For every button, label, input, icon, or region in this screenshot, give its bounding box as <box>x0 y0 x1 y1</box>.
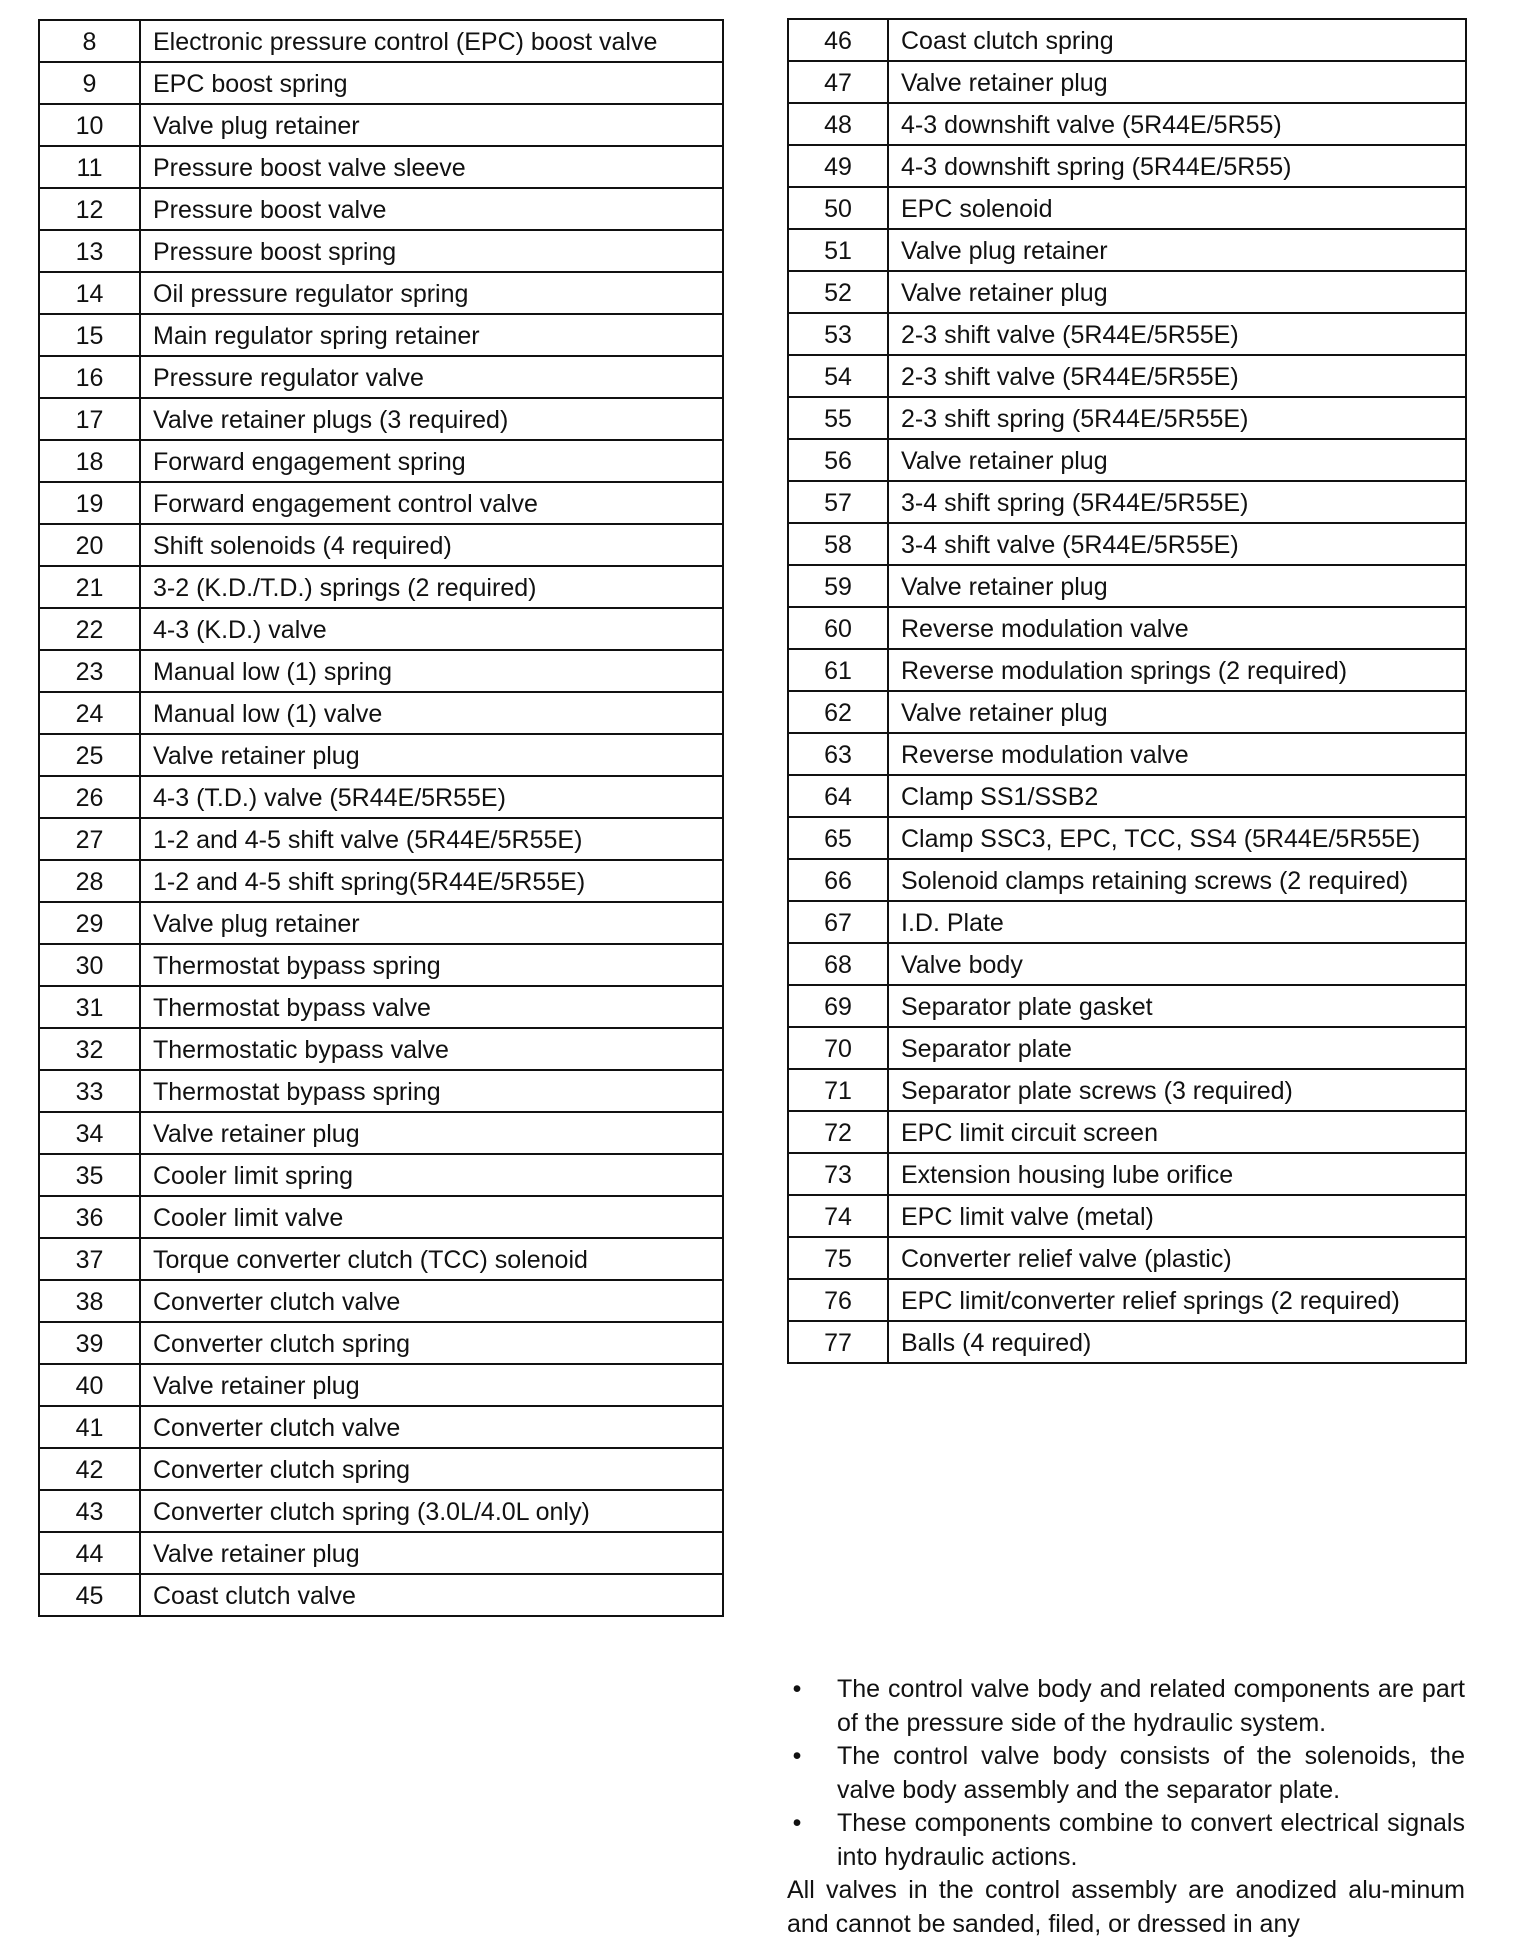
table-row <box>788 1321 1466 1363</box>
table-row <box>788 943 1466 985</box>
part-number: 39 <box>39 1322 140 1364</box>
part-number: 75 <box>788 1237 888 1279</box>
part-number: 31 <box>39 986 140 1028</box>
table-row <box>788 859 1466 901</box>
table-row <box>788 187 1466 229</box>
table-row <box>39 62 723 104</box>
table-row <box>788 145 1466 187</box>
bullet-icon: • <box>792 1809 802 1837</box>
part-description: Converter clutch valve <box>140 1406 723 1448</box>
part-number: 73 <box>788 1153 888 1195</box>
table-row <box>788 1027 1466 1069</box>
part-description: 3-4 shift spring (5R44E/5R55E) <box>888 481 1466 523</box>
table-row <box>39 944 723 986</box>
part-description: 3-4 shift valve (5R44E/5R55E) <box>888 523 1466 565</box>
part-number: 11 <box>39 146 140 188</box>
part-number: 44 <box>39 1532 140 1574</box>
part-description: Balls (4 required) <box>888 1321 1466 1363</box>
table-row <box>39 524 723 566</box>
part-number: 13 <box>39 230 140 272</box>
table-row <box>39 272 723 314</box>
bullet-icon: • <box>792 1675 802 1703</box>
part-description: Valve retainer plugs (3 required) <box>140 398 723 440</box>
part-number: 21 <box>39 566 140 608</box>
part-description: Valve plug retainer <box>140 902 723 944</box>
part-number: 10 <box>39 104 140 146</box>
table-row <box>788 1069 1466 1111</box>
table-row <box>39 440 723 482</box>
part-number: 63 <box>788 733 888 775</box>
table-row <box>788 61 1466 103</box>
table-row <box>788 1237 1466 1279</box>
part-number: 47 <box>788 61 888 103</box>
part-description: 1-2 and 4-5 shift spring(5R44E/5R55E) <box>140 860 723 902</box>
note-bullet-item <box>787 1673 1465 1740</box>
table-row <box>788 565 1466 607</box>
table-row <box>39 1028 723 1070</box>
table-row <box>39 734 723 776</box>
part-description: I.D. Plate <box>888 901 1466 943</box>
table-row <box>39 482 723 524</box>
part-number: 42 <box>39 1448 140 1490</box>
part-number: 36 <box>39 1196 140 1238</box>
table-row <box>788 229 1466 271</box>
part-description: Valve retainer plug <box>140 1364 723 1406</box>
part-description: Forward engagement control valve <box>140 482 723 524</box>
note-text: The control valve body and related components are part of the pressure side of the hydraulic system. <box>837 1675 1465 1737</box>
part-number: 61 <box>788 649 888 691</box>
part-number: 18 <box>39 440 140 482</box>
note-bullet-item <box>787 1807 1465 1874</box>
part-description: Converter relief valve (plastic) <box>888 1237 1466 1279</box>
part-description: Clamp SS1/SSB2 <box>888 775 1466 817</box>
part-description: Extension housing lube orifice <box>888 1153 1466 1195</box>
part-number: 54 <box>788 355 888 397</box>
table-row <box>39 1238 723 1280</box>
part-description: Separator plate gasket <box>888 985 1466 1027</box>
table-row <box>39 314 723 356</box>
part-description: Valve body <box>888 943 1466 985</box>
part-description: Thermostat bypass spring <box>140 1070 723 1112</box>
part-number: 58 <box>788 523 888 565</box>
table-row <box>39 650 723 692</box>
part-number: 68 <box>788 943 888 985</box>
part-description: Valve retainer plug <box>888 565 1466 607</box>
part-description: Separator plate <box>888 1027 1466 1069</box>
part-number: 51 <box>788 229 888 271</box>
table-row <box>39 608 723 650</box>
part-description: EPC limit/converter relief springs (2 required) <box>888 1279 1466 1321</box>
part-number: 37 <box>39 1238 140 1280</box>
part-number: 52 <box>788 271 888 313</box>
part-description: Converter clutch spring (3.0L/4.0L only) <box>140 1490 723 1532</box>
notes-paragraph: All valves in the control assembly are anodized alu-minum and cannot be sanded, filed, or dressed in any <box>787 1876 1465 1938</box>
part-number: 53 <box>788 313 888 355</box>
table-row <box>788 1195 1466 1237</box>
table-row <box>39 818 723 860</box>
part-description: 2-3 shift spring (5R44E/5R55E) <box>888 397 1466 439</box>
part-description: Pressure boost valve sleeve <box>140 146 723 188</box>
table-row <box>788 103 1466 145</box>
part-number: 77 <box>788 1321 888 1363</box>
part-number: 32 <box>39 1028 140 1070</box>
table-row <box>39 398 723 440</box>
table-row <box>788 649 1466 691</box>
part-description: Thermostat bypass spring <box>140 944 723 986</box>
part-description: EPC limit circuit screen <box>888 1111 1466 1153</box>
bullet-icon: • <box>792 1742 802 1770</box>
table-row <box>788 19 1466 61</box>
part-number: 41 <box>39 1406 140 1448</box>
part-description: Valve retainer plug <box>140 1532 723 1574</box>
part-description: Valve retainer plug <box>888 61 1466 103</box>
part-description: Manual low (1) spring <box>140 650 723 692</box>
part-number: 64 <box>788 775 888 817</box>
part-description: Pressure boost valve <box>140 188 723 230</box>
parts-table-left <box>38 19 724 1617</box>
note-text: The control valve body consists of the solenoids, the valve body assembly and the separator plate. <box>837 1742 1465 1804</box>
part-description: Cooler limit spring <box>140 1154 723 1196</box>
part-description: EPC boost spring <box>140 62 723 104</box>
part-number: 69 <box>788 985 888 1027</box>
part-number: 8 <box>39 20 140 62</box>
table-row <box>788 607 1466 649</box>
part-description: 2-3 shift valve (5R44E/5R55E) <box>888 355 1466 397</box>
table-row <box>788 985 1466 1027</box>
part-description: Manual low (1) valve <box>140 692 723 734</box>
table-row <box>788 439 1466 481</box>
part-description: Valve retainer plug <box>140 734 723 776</box>
table-row <box>39 776 723 818</box>
table-row <box>788 1153 1466 1195</box>
table-row <box>39 986 723 1028</box>
part-number: 26 <box>39 776 140 818</box>
part-description: Reverse modulation valve <box>888 733 1466 775</box>
part-description: Solenoid clamps retaining screws (2 required) <box>888 859 1466 901</box>
part-description: EPC limit valve (metal) <box>888 1195 1466 1237</box>
table-row <box>39 230 723 272</box>
part-number: 17 <box>39 398 140 440</box>
part-number: 40 <box>39 1364 140 1406</box>
notes-bullet-list <box>787 1673 1465 1874</box>
part-description: Valve plug retainer <box>888 229 1466 271</box>
table-row <box>39 20 723 62</box>
part-description: Valve retainer plug <box>888 271 1466 313</box>
part-number: 19 <box>39 482 140 524</box>
table-row <box>788 1111 1466 1153</box>
table-row <box>39 692 723 734</box>
note-bullet-item <box>787 1740 1465 1807</box>
part-number: 70 <box>788 1027 888 1069</box>
part-number: 49 <box>788 145 888 187</box>
part-number: 59 <box>788 565 888 607</box>
part-number: 38 <box>39 1280 140 1322</box>
part-description: Valve retainer plug <box>888 439 1466 481</box>
part-number: 20 <box>39 524 140 566</box>
table-row <box>788 775 1466 817</box>
part-description: 4-3 (T.D.) valve (5R44E/5R55E) <box>140 776 723 818</box>
part-description: Coast clutch spring <box>888 19 1466 61</box>
table-row <box>39 566 723 608</box>
part-number: 15 <box>39 314 140 356</box>
part-description: EPC solenoid <box>888 187 1466 229</box>
part-number: 28 <box>39 860 140 902</box>
table-row <box>788 313 1466 355</box>
part-description: Clamp SSC3, EPC, TCC, SS4 (5R44E/5R55E) <box>888 817 1466 859</box>
part-number: 67 <box>788 901 888 943</box>
part-number: 43 <box>39 1490 140 1532</box>
table-row <box>788 271 1466 313</box>
table-row <box>39 1322 723 1364</box>
part-description: 2-3 shift valve (5R44E/5R55E) <box>888 313 1466 355</box>
table-row <box>39 1280 723 1322</box>
part-description: Valve plug retainer <box>140 104 723 146</box>
part-number: 34 <box>39 1112 140 1154</box>
part-number: 22 <box>39 608 140 650</box>
part-description: Converter clutch valve <box>140 1280 723 1322</box>
part-number: 30 <box>39 944 140 986</box>
table-row <box>39 1406 723 1448</box>
part-number: 62 <box>788 691 888 733</box>
notes-section <box>787 1673 1465 1941</box>
table-row <box>39 1196 723 1238</box>
part-description: Oil pressure regulator spring <box>140 272 723 314</box>
table-row <box>788 691 1466 733</box>
part-number: 35 <box>39 1154 140 1196</box>
part-number: 50 <box>788 187 888 229</box>
table-row <box>39 1490 723 1532</box>
part-number: 9 <box>39 62 140 104</box>
part-number: 66 <box>788 859 888 901</box>
table-row <box>788 523 1466 565</box>
part-description: Reverse modulation springs (2 required) <box>888 649 1466 691</box>
part-number: 56 <box>788 439 888 481</box>
table-row <box>788 481 1466 523</box>
part-description: Coast clutch valve <box>140 1574 723 1616</box>
table-row <box>39 1112 723 1154</box>
table-row <box>39 902 723 944</box>
part-number: 14 <box>39 272 140 314</box>
table-row <box>39 1448 723 1490</box>
part-description: Electronic pressure control (EPC) boost valve <box>140 20 723 62</box>
part-number: 23 <box>39 650 140 692</box>
note-text: These components combine to convert electrical signals into hydraulic actions. <box>837 1809 1465 1871</box>
part-description: 4-3 (K.D.) valve <box>140 608 723 650</box>
part-number: 76 <box>788 1279 888 1321</box>
part-number: 71 <box>788 1069 888 1111</box>
part-description: Cooler limit valve <box>140 1196 723 1238</box>
part-description: Reverse modulation valve <box>888 607 1466 649</box>
part-number: 46 <box>788 19 888 61</box>
part-number: 60 <box>788 607 888 649</box>
table-row <box>39 356 723 398</box>
part-description: 4-3 downshift spring (5R44E/5R55) <box>888 145 1466 187</box>
part-description: Thermostat bypass valve <box>140 986 723 1028</box>
part-number: 65 <box>788 817 888 859</box>
parts-table-right <box>787 18 1467 1364</box>
part-number: 29 <box>39 902 140 944</box>
part-number: 74 <box>788 1195 888 1237</box>
table-row <box>39 104 723 146</box>
table-row <box>788 397 1466 439</box>
part-description: 4-3 downshift valve (5R44E/5R55) <box>888 103 1466 145</box>
part-description: 3-2 (K.D./T.D.) springs (2 required) <box>140 566 723 608</box>
part-description: Valve retainer plug <box>140 1112 723 1154</box>
part-number: 27 <box>39 818 140 860</box>
part-description: Valve retainer plug <box>888 691 1466 733</box>
table-row <box>39 1070 723 1112</box>
part-description: Pressure boost spring <box>140 230 723 272</box>
table-row <box>39 146 723 188</box>
part-description: 1-2 and 4-5 shift valve (5R44E/5R55E) <box>140 818 723 860</box>
part-description: Forward engagement spring <box>140 440 723 482</box>
part-description: Pressure regulator valve <box>140 356 723 398</box>
part-number: 25 <box>39 734 140 776</box>
part-description: Main regulator spring retainer <box>140 314 723 356</box>
part-number: 72 <box>788 1111 888 1153</box>
table-row <box>39 1364 723 1406</box>
part-description: Separator plate screws (3 required) <box>888 1069 1466 1111</box>
part-number: 57 <box>788 481 888 523</box>
table-row <box>39 188 723 230</box>
part-number: 48 <box>788 103 888 145</box>
table-row <box>788 901 1466 943</box>
part-description: Thermostatic bypass valve <box>140 1028 723 1070</box>
table-row <box>39 1532 723 1574</box>
part-number: 16 <box>39 356 140 398</box>
table-row <box>788 817 1466 859</box>
table-row <box>39 1574 723 1616</box>
table-row <box>788 355 1466 397</box>
part-description: Converter clutch spring <box>140 1448 723 1490</box>
table-row <box>788 733 1466 775</box>
part-number: 12 <box>39 188 140 230</box>
part-number: 55 <box>788 397 888 439</box>
table-row <box>39 860 723 902</box>
part-number: 45 <box>39 1574 140 1616</box>
part-description: Converter clutch spring <box>140 1322 723 1364</box>
part-number: 24 <box>39 692 140 734</box>
table-row <box>39 1154 723 1196</box>
part-description: Torque converter clutch (TCC) solenoid <box>140 1238 723 1280</box>
part-description: Shift solenoids (4 required) <box>140 524 723 566</box>
table-row <box>788 1279 1466 1321</box>
part-number: 33 <box>39 1070 140 1112</box>
